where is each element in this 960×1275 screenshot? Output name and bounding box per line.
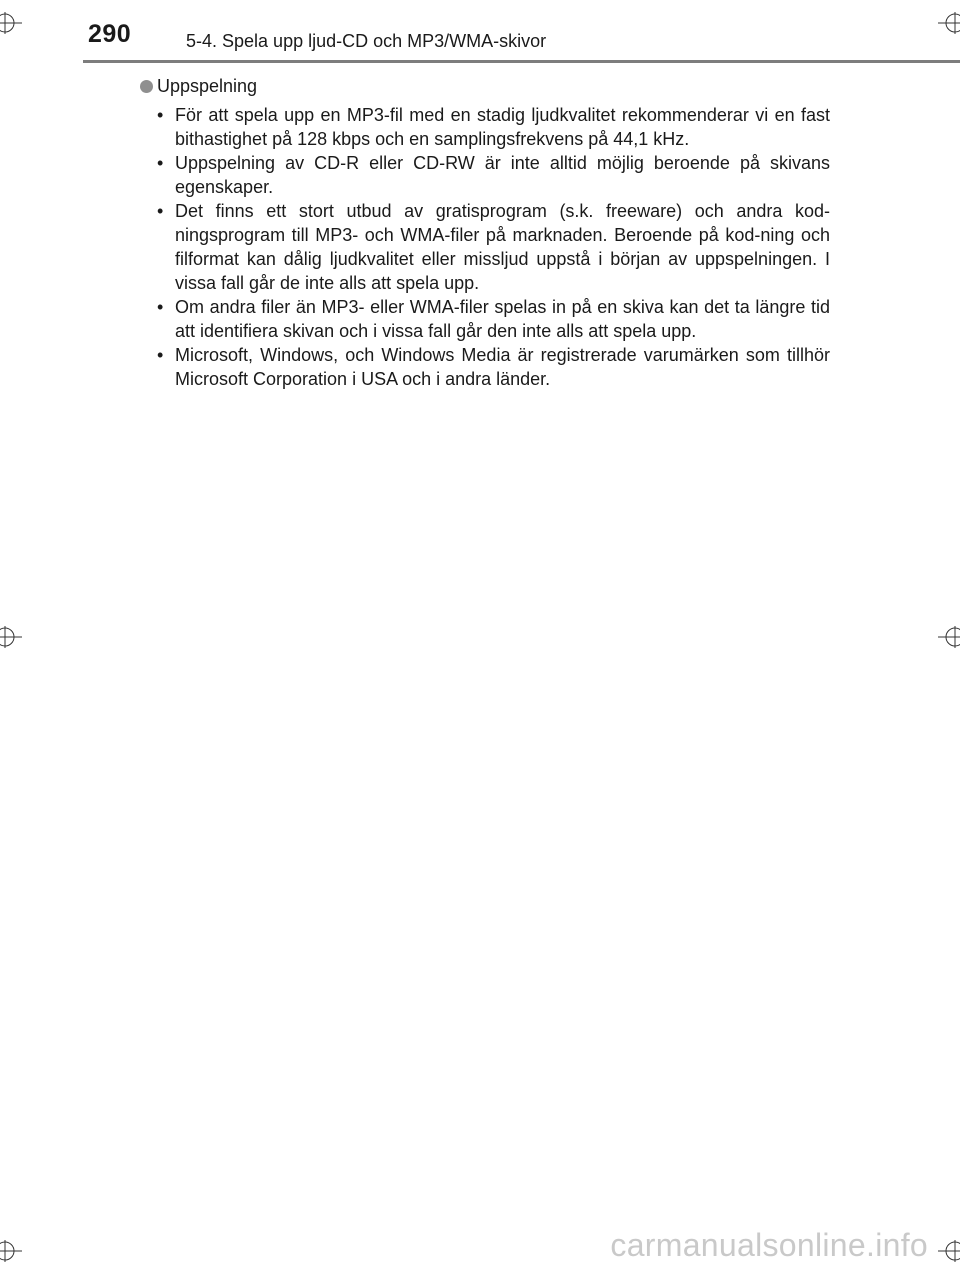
- section-title: 5-4. Spela upp ljud-CD och MP3/WMA-skivor: [186, 31, 547, 51]
- watermark: carmanualsonline.info: [610, 1227, 928, 1263]
- list-item: [130, 199, 830, 295]
- bullet-icon: •: [157, 201, 164, 221]
- list-item: [130, 151, 830, 199]
- crop-mark-top-left: [0, 12, 22, 34]
- content: [130, 74, 830, 391]
- list-item-text: Om andra filer än MP3- eller WMA-filer spelas in på en skiva kan det ta längre tid att identifiera skivan och i vissa fall går den inte alls att spela upp.: [175, 297, 830, 341]
- crop-mark-bottom-right: [938, 1240, 960, 1262]
- list-item-text: För att spela upp en MP3-fil med en stadig ljudkvalitet rekommenderar vi en fast bithastighet på 128 kbps och en samplingsfrekvens på 44,1 kHz.: [175, 105, 830, 149]
- list-item-text: Det finns ett stort utbud av gratisprogram (s.k. freeware) och andra kod-ningsprogram till MP3- och WMA-filer på marknaden. Beroende på kod-ning och filformat kan dålig ljudkvalitet eller missljud uppstå i början av uppspelningen. I vissa fall går de inte alls att spela upp.: [175, 201, 830, 293]
- subsection-heading: [130, 74, 830, 98]
- crop-mark-middle-left: [0, 626, 22, 648]
- subsection-heading-label: Uppspelning: [157, 76, 258, 96]
- heading-bullet-icon: [140, 80, 153, 93]
- page-number: 290: [88, 20, 132, 48]
- header-divider: [83, 60, 960, 63]
- bullet-icon: •: [157, 105, 164, 125]
- crop-mark-middle-right: [938, 626, 960, 648]
- list-item-text: Microsoft, Windows, och Windows Media är registrerade varumärken som tillhör Microsoft Corporation i USA och i andra länder.: [175, 345, 830, 389]
- list-item-text: Uppspelning av CD-R eller CD-RW är inte alltid möjlig beroende på skivans egenskaper.: [175, 153, 830, 197]
- list-item: [130, 295, 830, 343]
- list-item: [130, 103, 830, 151]
- crop-mark-top-right: [938, 12, 960, 34]
- bullet-list: [130, 103, 830, 391]
- bullet-icon: •: [157, 345, 164, 365]
- bullet-icon: •: [157, 153, 164, 173]
- crop-mark-bottom-left: [0, 1240, 22, 1262]
- list-item: [130, 343, 830, 391]
- bullet-icon: •: [157, 297, 164, 317]
